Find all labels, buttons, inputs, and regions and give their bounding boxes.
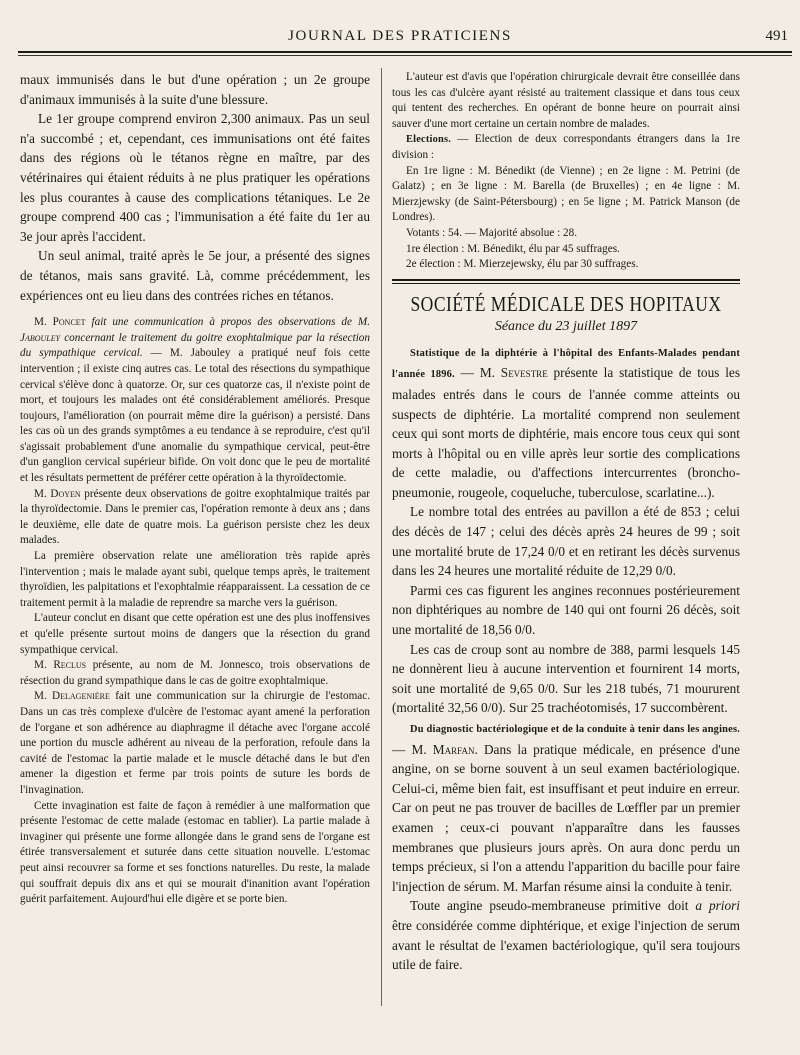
statistique-body: présente la statistique de tous les malades entrés dans le cours de l'année comme atteints ou suspects de diphtérie. La mortalité comprend non seulement ceux qui sont morts de diphtérie, mais encore tous ceux qui sont morts à l'hôpital ou en ville après leur sortie des complications de cette maladie, ou d'affections intercurrentes (broncho-pneumonie, rougeole, coqueluche, tuberculose, scarlatine...).	[392, 365, 740, 500]
paragraph-invagination: Cette invagination est faite de façon à remédier à une malformation que présente l'estomac de cette malade (estomac en tablier). La partie malade à invaginer qui présente une forme allongée dans le grand sens de l'organe est étirée transversalement et suturée dans cette situation nouvelle. L'estomac peut ainsi recouvrer sa forme et ses fonctions naturelles. Du reste, la malade qui souffrait depuis dix ans et qui se mourait d'inanition avant l'opération guérit parfaitement. Aujourd'hui elle digère et se porte bien.	[20, 799, 370, 906]
spacer	[20, 305, 370, 315]
paragraph-doyen	[20, 487, 370, 549]
paragraph-premier-groupe: Le 1er groupe comprend environ 2,300 animaux. Pas un seul n'a succombé ; et, cependant, ces immunisations ont été faites dans des régions où le tétanos règne en maître, par des vétérinaires qui étaient réduits à ne plus pratiquer les opérations les plus courantes à cause des complications tétaniques. Le 2e groupe comprend 400 cas ; l'immunisation a été faite du 1er au 3e jour après l'accident.	[20, 111, 370, 244]
poncet-body: — M. Jabouley a pratiqué neuf fois cette intervention ; il existe cinq autres cas. Le total des résections du sympathique cervical s'élève donc à quatorze. Or, sur ces quatorze cas, il n'existe point de mort, et toujours les malades ont été considérablement améliorés. Presque toujours, l'amélioration (on pourrait même dire la guérison) a persisté. Dans les cas où un des grands symptômes a eu tendance à se reproduire, c'est qu'il s'agissait probablement d'une anomalie du sympathique cervical, peut-être d'un ganglion cervical supérieur bifide. On voit donc que le peu de mortalité et les résultats permettent de préférer cette opération à la thyroïdectomie.	[20, 347, 371, 485]
header-rule-thin	[18, 55, 792, 56]
page-number: 491	[765, 28, 788, 44]
votants-line: Votants : 54. — Majorité absolue : 28.	[406, 226, 578, 239]
poncet-lead: fait une communication à propos des observations de	[85, 316, 358, 329]
author-poncet: M. Poncet	[34, 316, 86, 329]
election-2-line: 2e élection : M. Mierzejewsky, élu par 30 suffrages.	[406, 258, 639, 271]
left-column	[20, 70, 370, 908]
paragraph-elections	[392, 132, 740, 163]
paragraph-croup: Les cas de croup sont au nombre de 388, parmi lesquels 145 ne donnèrent lieu à aucune intervention et fournirent 14 morts, soit une mortalité de 9,65 0/0. Sur les 218 tubés, 71 moururent (mortalité 32,56 0/0). Sur 25 trachéotomisés, 17 succombèrent.	[392, 641, 740, 716]
reclus-body: présente, au nom de M. Jonnesco, trois observations de résection du grand sympathique dans le cas de goitre exophtalmique.	[20, 659, 370, 687]
header-rule	[18, 51, 792, 53]
statistique-heading: Statistique de la diphtérie à l'hôpital des Enfants-Malades pendant l'année 1896.	[392, 347, 740, 381]
section-title: SOCIÉTÉ MÉDICALE DES HOPITAUX	[410, 291, 722, 316]
right-column	[392, 70, 740, 975]
final-part-2: être considérée comme diphtérique, et exige l'injection de serum avant le résultat de l'examen bactériologique, qu'il sera toujours utile de faire.	[392, 917, 740, 973]
section-rule	[392, 279, 740, 284]
paragraph-immunises: maux immunisés dans le but d'une opération ; un 2e groupe d'animaux immunisés à la suite d'une blessure.	[20, 72, 370, 107]
paragraph-poncet	[20, 315, 370, 487]
diagnostic-heading: Du diagnostic bactériologique et de la conduite à tenir dans les angines.	[410, 724, 740, 735]
session-date: Séance du 23 juillet 1897	[494, 318, 638, 334]
election-1-line: 1re élection : M. Bénedikt, élu par 45 suffrages.	[406, 242, 620, 255]
author-sevestre: M. Sevestre	[479, 365, 548, 381]
paragraph-angines: Parmi ces cas figurent les angines reconnues postérieurement non diphtériques au nombre de 140 qui ont fourni 26 décès, soit une mortalité de 18,56 0/0.	[392, 582, 740, 638]
paragraph-premiere-observation: La première observation relate une amélioration très rapide après l'intervention ; mais le malade ayant subi, quelque temps après, le traitement thyroïdien, les palpitations et l'exophtalmie réapparaissent. La cessation de ce traitement permit à la maladie de reprendre sa marche vers la guérison.	[20, 550, 370, 609]
poncet-topic: concernant le traitement du goitre exophtalmique par la résection du sympathique cervical.	[20, 331, 370, 360]
elections-heading: Elections.	[406, 134, 452, 146]
paragraph-toute-angine	[392, 896, 740, 974]
paragraph-auteur-conclut: L'auteur conclut en disant que cette opération est une des plus inoffensives et qu'elle présente surtout moins de dangers que la résection du grand sympathique cervical.	[20, 612, 370, 656]
delageniere-body: fait une communication sur la chirurgie de l'estomac. Dans un cas très complexe d'ulcère de l'estomac ayant amené la perforation de l'organe et son adhérence au diaphragme il détache avec l'organe accolé une portion du muscle adhérent au niveau de la perforation, refoule dans la cavité de l'estomac la partie malade et le muscle détaché dans le but d'en amener la digestion et ferme par trois points de suture les bords de l'invagination.	[20, 690, 370, 796]
author-doyen: M. Doyen	[34, 487, 81, 500]
paragraph-reclus	[20, 658, 370, 689]
journal-title: JOURNAL DES PRATICIENS	[288, 28, 512, 44]
author-delageniere: M. Delagenière	[34, 690, 110, 703]
author-jabouley: M. Jabouley	[20, 316, 370, 344]
doyen-body: présente deux observations de goitre exophtalmique traités par la thyroïdectomie. Dans le premier cas, l'opération remonte à deux ans ; dans le deuxième, elle date de quatre mois. La guérison persiste chez les deux malades.	[20, 487, 370, 547]
elections-list: En 1re ligne : M. Bénedikt (de Vienne) ; en 2e ligne : M. Petrini (de Galatz) ; en 3e ligne : M. Barella (de Bruxelles) ; en 4e ligne : M. Mierzjewsky (de Saint-Pétersbourg) ; en 5e ligne ; M. Patrick Manson (de Londres).	[392, 164, 740, 224]
final-part-1: Toute angine pseudo-membraneuse primitive doit	[410, 898, 696, 914]
paragraph-seul-animal: Un seul animal, traité après le 5e jour, a présenté des signes de tétanos, mais sans gravité. Là, comme précédemment, les expériences ont eu lieu dans des contrées riches en tétanos.	[20, 248, 370, 303]
author-reclus: M. Reclus	[34, 659, 87, 672]
paragraph-statistique: Statistique de la diphtérie à l'hôpital des Enfants-Malades pendant l'année 1896. — M. Sevestre présente la statistique de tous les malades entrés dans le cours de l'année comme atteints ou suspects de diphtérie. La mortalité comprend non seulement ceux qui sont morts de diphtérie, mais encore tous ceux qui sont morts à l'hôpital ou en ville après leur sortie des complications de cette maladie, ou d'affections intercurrentes (broncho-pneumonie, rougeole, coqueluche, tuberculose, scarlatine...).	[392, 347, 740, 500]
elections-body: — Election de deux correspondants étrangers dans la 1re division :	[392, 133, 740, 161]
diagnostic-body: . Dans la pratique médicale, en présence d'une angine, on se borne souvent à un seul examen bactériologique. Celui-ci, même bien fait, est insuffisant et peut induire en erreur. Car on peut ne pas trouver de bacilles de Lœffler par un premier examen ; ceux-ci pouvant n'apparaître dans les fausses membranes que plusieurs jours après. On aura donc perdu un temps précieux, si l'on a attendu l'apparition du bacille pour faire l'injection de sérum. M. Marfan résume ainsi la conduite à tenir.	[392, 741, 741, 894]
page-header	[0, 0, 800, 56]
column-divider	[381, 68, 382, 1006]
paragraph-avis: L'auteur est d'avis que l'opération chirurgicale devrait être conseillée dans tous les cas d'ulcère ayant résisté au traitement classique et dans tous ceux qui tentent des recherches. En opérant de bonne heure on pourrait ainsi sauver d'une mort certaine un certain nombre de malades.	[392, 71, 740, 130]
paragraph-delageniere	[20, 689, 370, 798]
paragraph-diagnostic: Du diagnostic bactériologique et de la conduite à tenir dans les angines. — M. Marfan. Dans la pratique médicale, en présence d'une angine, on se borne souvent à un seul examen bactériologique. Celui-ci, même bien fait, est insuffisant et peut induire en erreur. Car on peut ne pas trouver de bacilles de Lœffler par un premier examen ; ceux-ci pouvant n'apparaître dans les fausses membranes que plusieurs jours après. On aura donc perdu un temps précieux, si l'on a attendu l'apparition du bacille pour faire l'injection de sérum. M. Marfan résume ainsi la conduite à tenir.	[392, 724, 741, 894]
final-a-priori: a priori	[695, 898, 740, 914]
author-marfan: M. Marfan	[411, 741, 475, 757]
paragraph-nombre-total: Le nombre total des entrées au pavillon a été de 853 ; celui des décès de 147 ; celui des décès après 24 heures de 99 ; soit une mortalité brute de 17,24 0/0 et en retirant les décès survenus dans les 24 heures une mortalité réduite de 12,29 0/0.	[392, 504, 740, 579]
